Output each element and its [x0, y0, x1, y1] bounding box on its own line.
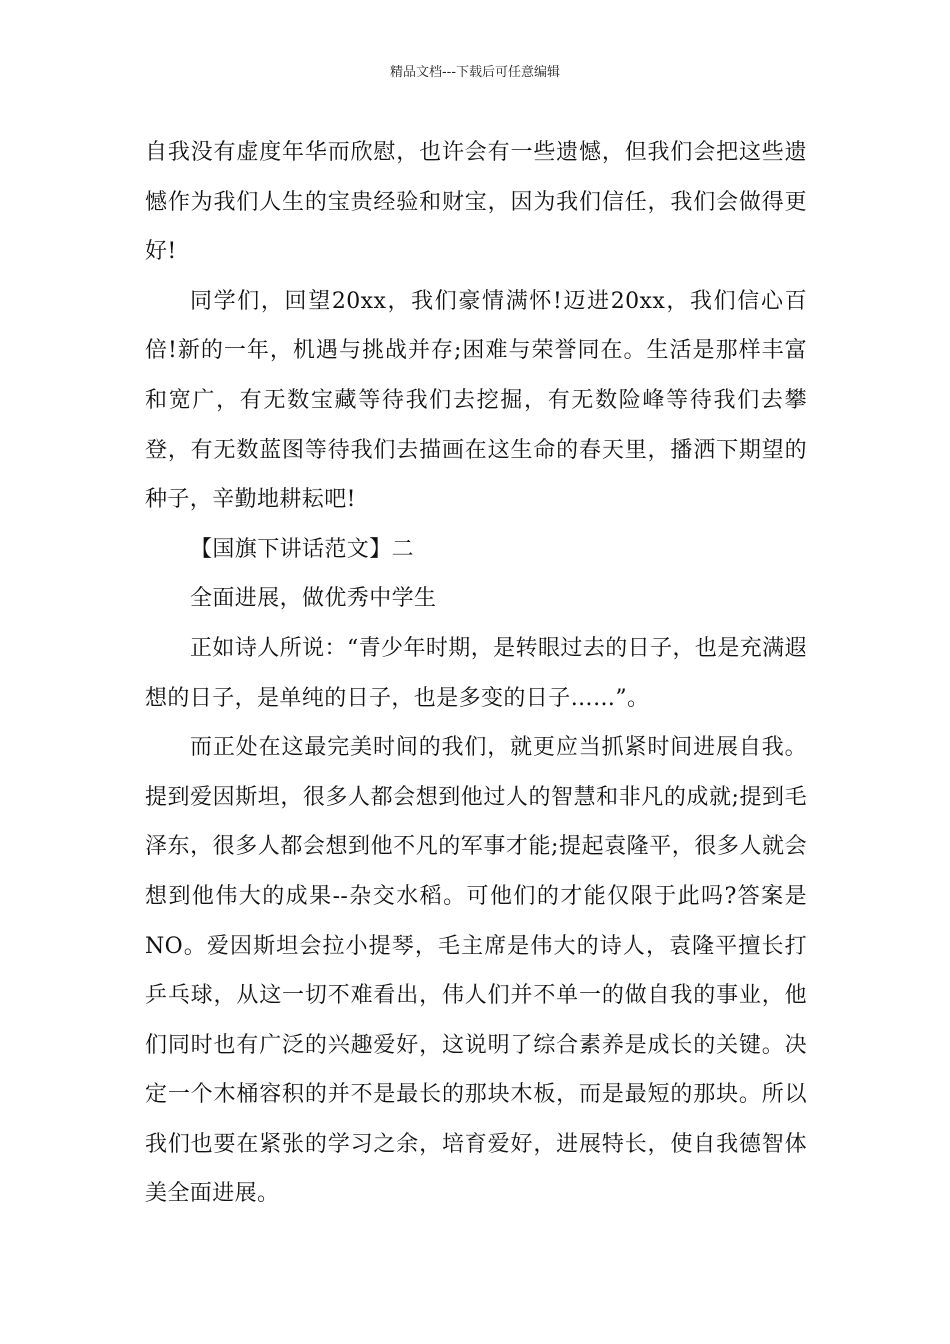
paragraph-poet-quote: 正如诗人所说：“青少年时期，是转眼过去的日子，也是充满遐想的日子，是单纯的日子，也是多变的日子……”。 [145, 635, 807, 711]
section-heading: 【国旗下讲话范文】二 [190, 536, 415, 562]
document-body [145, 128, 807, 1219]
page-header: 精品文档---下载后可任意编辑 [389, 65, 561, 80]
paragraph-development: 而正处在这最完美时间的我们，就更应当抓紧时间进展自我。提到爱因斯坦，很多人都会想到他过人的智慧和非凡的成就;提到毛泽东，很多人都会想到他不凡的军事才能;提起袁隆平，很多人就会想到他伟大的成果--杂交水稻。可他们的才能仅限于此吗?答案是NO。爱因斯坦会拉小提琴，毛主席是伟大的诗人，袁隆平擅长打乒乓球，从这一切不难看出，伟人们并不单一的做自我的事业，他们同时也有广泛的兴趣爱好，这说明了综合素养是成长的关键。决定一个木桶容积的并不是最长的那块木板，而是最短的那块。所以我们也要在紧张的学习之余，培育爱好，进展特长，使自我德智体美全面进展。 [145, 735, 807, 1207]
paragraph-continuation: 自我没有虚度年华而欣慰，也许会有一些遗憾，但我们会把这些遗憾作为我们人生的宝贵经验和财宝，因为我们信任，我们会做得更好! [145, 140, 807, 265]
speech-title: 全面进展，做优秀中学生 [190, 586, 437, 612]
paragraph-classmates: 同学们，回望20xx，我们豪情满怀!迈进20xx，我们信心百倍!新的一年，机遇与挑战并存;困难与荣誉同在。生活是那样丰富和宽广，有无数宝藏等待我们去挖掘，有无数险峰等待我们去攀登，有无数蓝图等待我们去描画在这生命的春天里，播洒下期望的种子，辛勤地耕耘吧! [145, 288, 807, 513]
